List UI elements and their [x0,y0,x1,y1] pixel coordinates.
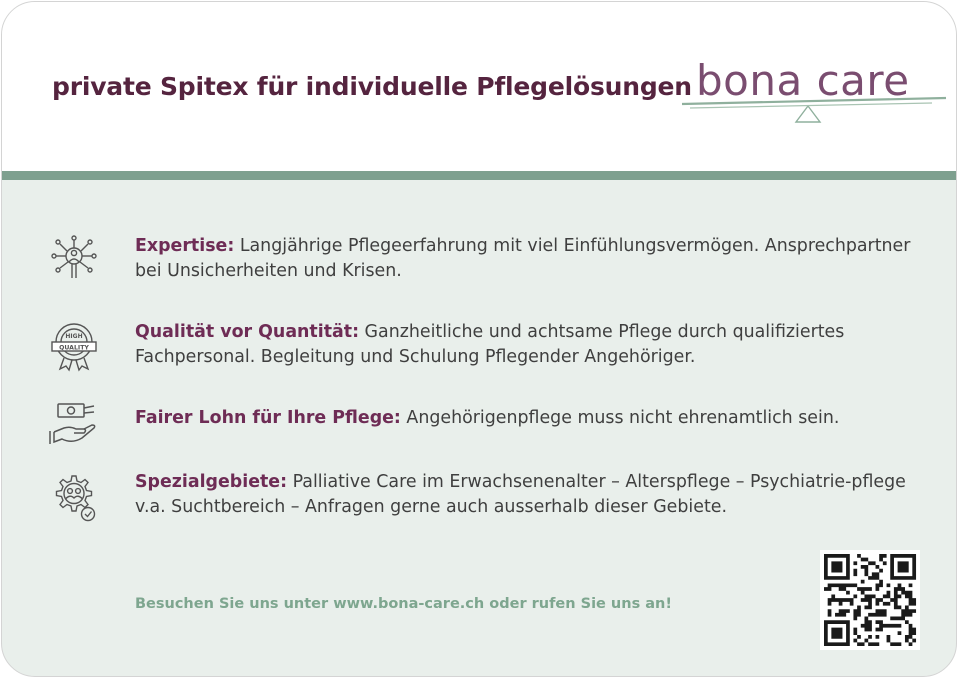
qr-modules [824,554,916,646]
gear-people-icon [48,472,100,524]
qr-code-icon [820,550,920,650]
feature-quality-text [135,320,925,370]
feature-list [2,2,956,676]
feature-label: Expertise: [135,236,235,256]
badge-text-bottom: QUALITY [59,344,89,352]
tagline: private Spitex für individuelle Pflegelösungen [52,72,692,101]
feature-specialties-text [135,470,925,520]
badge-text-top: HIGH [65,333,83,340]
feature-expertise-text [135,234,925,284]
money-hand-icon [48,398,100,450]
logo-wordmark: bona care [696,56,910,105]
feature-label: Qualität vor Quantität: [135,322,360,342]
feature-fair-pay-text [135,406,925,431]
expertise-network-icon [48,234,100,286]
website-call-to-action: Besuchen Sie uns unter www.bona-care.ch oder rufen Sie uns an! [135,596,672,612]
high-quality-badge-icon [48,320,100,372]
feature-label: Spezialgebiete: [135,472,288,492]
business-card [1,1,957,677]
feature-description: Langjährige Pflegeerfahrung mit viel Einfühlungsvermögen. Ansprechpartner bei Unsicherheiten und Krisen. [135,236,911,281]
feature-label: Fairer Lohn für Ihre Pflege: [135,408,401,428]
qr-code [820,550,920,650]
feature-description: Angehörigenpflege muss nicht ehrenamtlich sein. [400,408,840,428]
feature-description: Ganzheitliche und achtsame Pflege durch qualifiziertes Fachpersonal. Begleitung und Schulung Pflegender Angehöriger. [135,322,845,367]
feature-description: Palliative Care im Erwachsenenalter – Alterspflege – Psychiatrie-pflege v.a. Suchtbereich – Anfragen gerne auch ausserhalb dieser Gebiete. [135,472,906,517]
